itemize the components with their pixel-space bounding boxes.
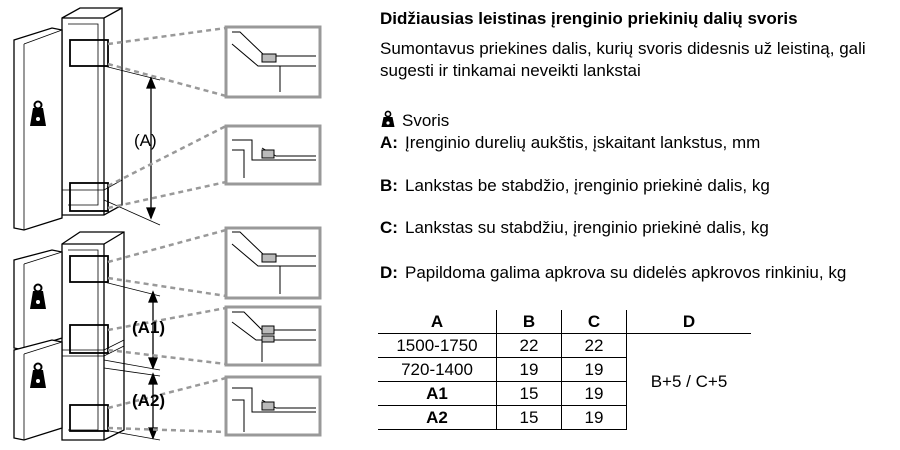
weight-table	[378, 310, 751, 430]
cell-a: A2	[378, 406, 497, 430]
legend-a-text: Įrenginio durelių aukštis, įskaitant lankstus, mm	[405, 133, 761, 152]
legend-b	[380, 175, 770, 197]
cell-c: 19	[562, 406, 627, 430]
legend-d	[380, 262, 865, 284]
legend-c-key: C:	[380, 218, 398, 237]
legend-d-text: Papildoma galima apkrova su didelės apkrovos rinkiniu, kg	[405, 263, 847, 282]
table-header-row	[378, 310, 751, 334]
cell-c: 19	[562, 382, 627, 406]
cell-c: 19	[562, 358, 627, 382]
label-a: (A)	[134, 131, 157, 150]
legend-weight-label: Svoris	[402, 111, 450, 130]
legend-c	[380, 217, 769, 239]
legend-d-key: D:	[380, 263, 398, 282]
legend-a	[380, 132, 760, 154]
cell-b: 15	[497, 406, 562, 430]
label-a1: (A1)	[132, 318, 166, 337]
page-title: Didžiausias leistinas įrenginio priekinių dalių svoris	[380, 9, 798, 28]
cell-a: 720-1400	[378, 358, 497, 382]
legend-b-key: B:	[380, 176, 398, 195]
col-header-b: B	[497, 310, 562, 334]
cell-d: B+5 / C+5	[627, 334, 752, 430]
installation-diagram	[0, 0, 360, 450]
label-a2: (A2)	[132, 391, 166, 410]
col-header-d: D	[627, 310, 752, 334]
legend-b-text: Lankstas be stabdžio, įrenginio priekinė dalis, kg	[405, 176, 770, 195]
intro-text: Sumontavus priekines dalis, kurių svoris didesnis už leistiną, gali sugesti ir tinkamai neveikti lankstai	[380, 39, 866, 80]
cell-b: 15	[497, 382, 562, 406]
hinge-zoom-3	[226, 228, 320, 298]
col-header-c: C	[562, 310, 627, 334]
cell-a: 1500-1750	[378, 334, 497, 358]
cell-b: 22	[497, 334, 562, 358]
legend-weight	[380, 110, 449, 134]
cell-a: A1	[378, 382, 497, 406]
weight-icon	[380, 110, 402, 134]
table-row	[378, 334, 751, 358]
legend-c-text: Lankstas su stabdžiu, įrenginio priekinė dalis, kg	[405, 218, 769, 237]
legend-a-key: A:	[380, 133, 398, 152]
cell-c: 22	[562, 334, 627, 358]
col-header-a: A	[378, 310, 497, 334]
cell-b: 19	[497, 358, 562, 382]
